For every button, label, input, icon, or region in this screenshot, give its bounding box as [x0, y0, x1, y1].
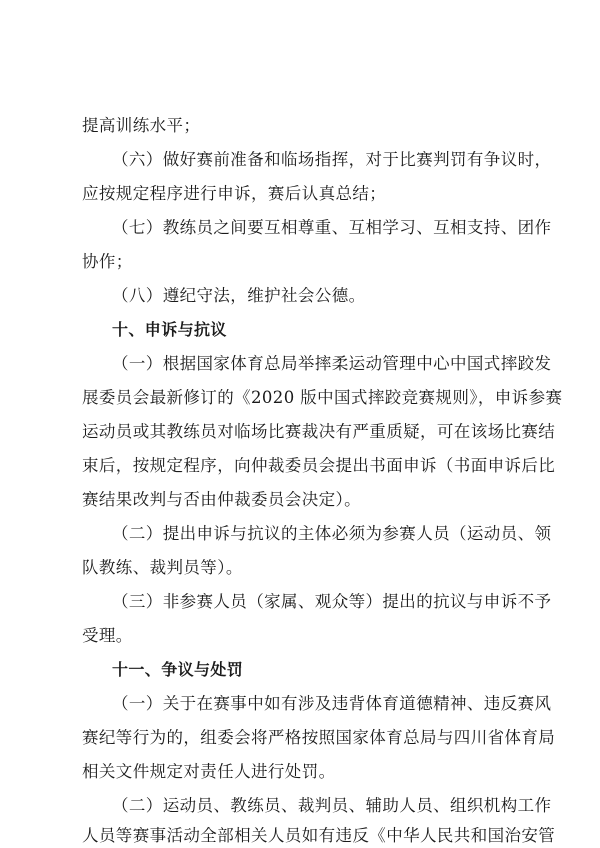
text-line: 提高训练水平； [82, 116, 201, 135]
text-line: （一）根据国家体育总局举摔柔运动管理中心中国式摔跤发 [112, 354, 552, 373]
text-line: （七）教练员之间要互相尊重、互相学习、互相支持、团作 [112, 218, 552, 237]
text-line: （三）非参赛人员（家属、观众等）提出的抗议与申诉不予 [112, 592, 552, 611]
text-line: 展委员会最新修订的《2020 版中国式摔跤竞赛规则》，申诉参赛 [82, 388, 563, 407]
section-heading: 十一、争议与处罚 [112, 660, 244, 679]
text-line: 束后，按规定程序，向仲裁委员会提出书面申诉（书面申诉后比 [82, 456, 556, 475]
text-line: 运动员或其教练员对临场比赛裁决有严重质疑，可在该场比赛结 [82, 422, 556, 441]
text-line: 人员等赛事活动全部相关人员如有违反《中华人民共和国治安管 [82, 826, 556, 845]
text-line: （八）遵纪守法，维护社会公德。 [112, 286, 366, 305]
text-line: 队教练、裁判员等）。 [82, 558, 243, 577]
text-line: （一）关于在赛事中如有涉及违背体育道德精神、违反赛风 [112, 694, 552, 713]
text-line: 应按规定程序进行申诉，赛后认真总结； [82, 184, 387, 203]
text-line: 协作； [82, 252, 133, 271]
text-line: （二）运动员、教练员、裁判员、辅助人员、组织机构工作 [112, 796, 552, 815]
text-line: 赛纪等行为的，组委会将严格按照国家体育总局与四川省体育局 [82, 728, 556, 747]
text-line: 受理。 [82, 626, 133, 645]
text-line: 赛结果改判与否由仲裁委员会决定）。 [82, 490, 362, 509]
text-line: （二）提出申诉与抗议的主体必须为参赛人员（运动员、领 [112, 524, 552, 543]
section-heading: 十、申诉与抗议 [112, 320, 227, 339]
text-line: （六）做好赛前准备和临场指挥，对于比赛判罚有争议时， [112, 150, 552, 169]
text-line: 相关文件规定对责任人进行处罚。 [82, 762, 336, 781]
